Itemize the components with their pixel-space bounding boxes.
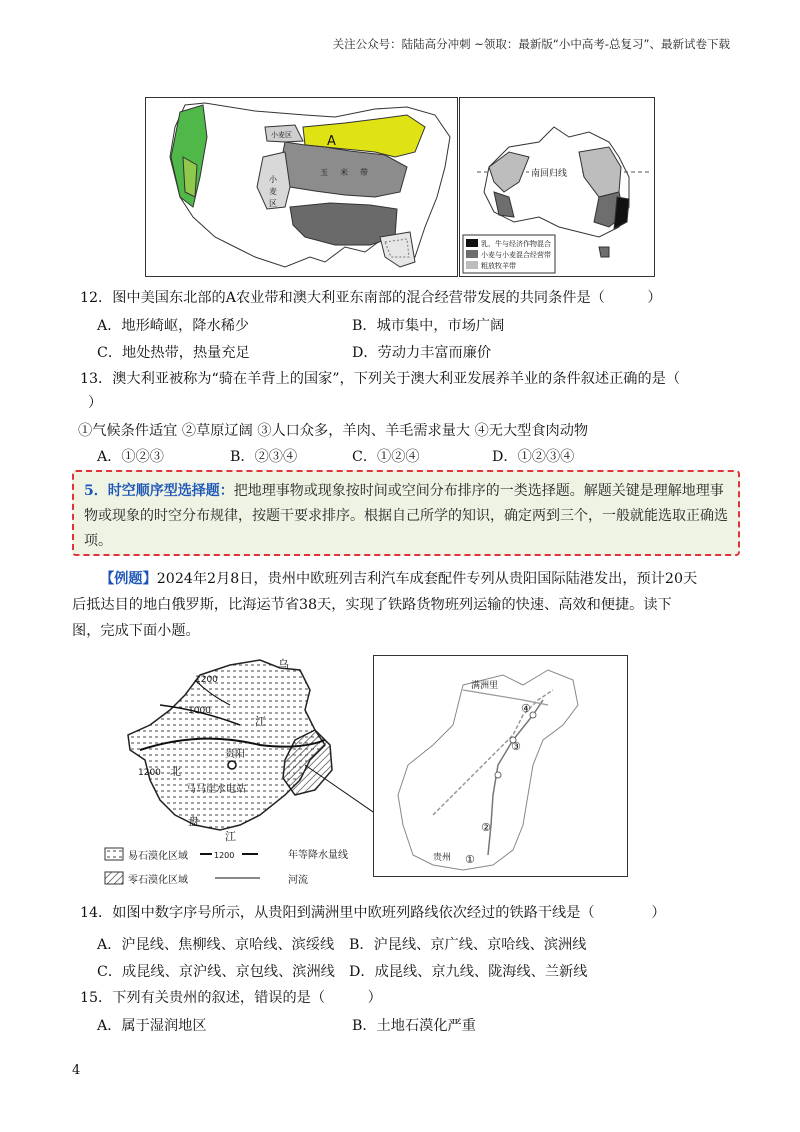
svg-text:北: 北 <box>170 765 181 778</box>
australia-map <box>459 97 655 277</box>
page-number: 4 <box>72 1063 81 1078</box>
tip-title: 5．时空顺序型选择题： <box>84 483 234 499</box>
au-legend-2: 小麦与小麦混合经营带 <box>481 251 551 259</box>
page-header: 关注公众号：陆陆高分冲刺 ~领取：最新版“小中高考-总复习”、最新试卷下载 <box>332 37 730 51</box>
svg-text:江: 江 <box>255 715 266 728</box>
question-14-stem: 14．如图中数字序号所示，从贵阳到满洲里中欧班列路线依次经过的铁路干线是（ ） <box>80 905 666 921</box>
q15-option-a: A．属于湿润地区 <box>97 1018 207 1034</box>
svg-text:③: ③ <box>511 740 521 753</box>
q14-option-c: C．成昆线、京沪线、京包线、滨洲线 <box>97 964 335 980</box>
svg-text:1200: 1200 <box>195 675 218 685</box>
q13-option-d: D．①②③④ <box>492 449 575 465</box>
question-12-stem: 12．图中美国东北部的A农业带和澳大利亚东南部的混合经营带发展的共同条件是（ ） <box>80 290 662 306</box>
us-agriculture-map <box>145 97 458 277</box>
svg-text:④: ④ <box>521 702 531 715</box>
svg-text:盘: 盘 <box>188 815 199 828</box>
q13-option-b: B．②③④ <box>230 449 298 465</box>
q13-option-a: A．①②③ <box>97 449 164 465</box>
au-legend-3: 粗放牧羊带 <box>481 262 516 270</box>
svg-text:小麦区: 小麦区 <box>271 131 292 139</box>
svg-text:区: 区 <box>269 199 277 208</box>
legend-rocky-desert: 易石漠化区域 <box>128 851 188 862</box>
china-railway-map <box>373 655 628 877</box>
tropic-label: 南回归线 <box>531 169 568 179</box>
manzhouli-label: 满洲里 <box>471 681 499 691</box>
q12-option-a: A．地形崎岖，降水稀少 <box>97 318 250 334</box>
legend-river: 河流 <box>288 875 308 886</box>
svg-text:米: 米 <box>340 168 348 177</box>
tip-box <box>72 470 740 556</box>
q12-option-c: C．地处热带，热量充足 <box>97 345 250 361</box>
svg-text:乌: 乌 <box>278 658 289 671</box>
legend-no-desert: 零石漠化区域 <box>128 875 188 886</box>
guizhou-label: 贵州 <box>433 853 452 863</box>
q14-option-a: A．沪昆线、焦柳线、京哈线、滨绥线 <box>97 937 335 953</box>
power-station-label: 马马崖水电站 <box>186 784 246 795</box>
svg-text:麦: 麦 <box>269 187 277 196</box>
q13-statements: ①气候条件适宜 ②草原辽阔 ③人口众多，羊肉、羊毛需求量大 ④无大型食肉动物 <box>78 423 589 439</box>
svg-text:带: 带 <box>360 168 368 177</box>
q12-option-d: D．劳动力丰富而廉价 <box>352 345 492 361</box>
svg-text:1200: 1200 <box>214 851 235 860</box>
svg-text:1200: 1200 <box>138 768 161 778</box>
svg-text:小: 小 <box>269 175 277 184</box>
question-13-stem: 13．澳大利亚被称为“骑在羊背上的国家”，下列关于澳大利亚发展养羊业的条件叙述正确的是（ <box>80 371 681 387</box>
q14-option-b: B．沪昆线、京广线、京哈线、滨洲线 <box>349 937 587 953</box>
svg-text:②: ② <box>481 821 491 834</box>
legend-isohyet: 年等降水量线 <box>288 850 348 861</box>
belt-label-a: A <box>327 134 336 149</box>
q14-option-d: D．成昆线、京九线、陇海线、兰新线 <box>349 964 588 980</box>
tip-body: 把地理事物或现象按时间或空间分布排序的一类选择题。解题关键是理解地理事物或现象的时空分布规律，按题干要求排序。根据自己所学的知识，确定两到三个，一般就能选取正确选项。 <box>84 483 728 549</box>
q15-option-b: B．土地石漠化严重 <box>352 1018 476 1034</box>
question-13-stem-end: ） <box>88 395 103 411</box>
example-line-1: 【例题】2024年2月8日，贵州中欧班列吉利汽车成套配件专列从贵阳国际陆港发出，预计20天 <box>100 571 698 587</box>
example-line-3: 图，完成下面小题。 <box>72 623 200 639</box>
svg-text:玉: 玉 <box>320 168 328 177</box>
au-legend-1: 乳、牛与经济作物混合 <box>481 240 551 248</box>
example-line-2: 后抵达目的地白俄罗斯，比海运节省38天，实现了铁路货物班列运输的快速、高效和便捷。读下 <box>72 597 672 613</box>
question-15-stem: 15．下列有关贵州的叙述，错误的是（ ） <box>80 990 382 1006</box>
q13-option-c: C．①②④ <box>352 449 420 465</box>
svg-text:1000: 1000 <box>188 706 211 716</box>
example-tag: 【例题】 <box>100 571 157 587</box>
svg-text:江: 江 <box>225 830 236 843</box>
svg-text:①: ① <box>465 853 475 866</box>
q12-option-b: B．城市集中，市场广阔 <box>352 318 505 334</box>
guiyang-label: 贵阳 <box>225 749 245 760</box>
